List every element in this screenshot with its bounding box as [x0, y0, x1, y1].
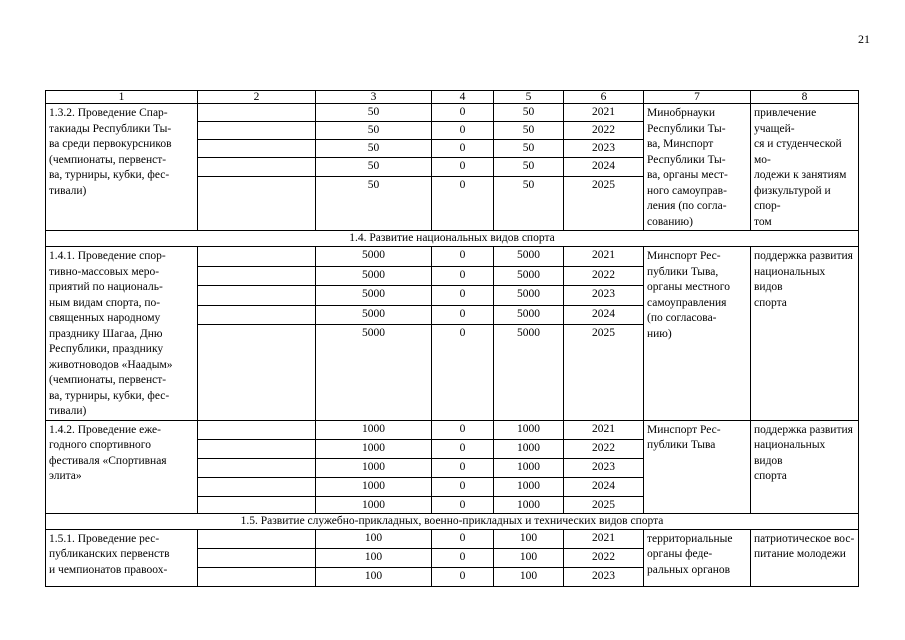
col5-value: 1000 [494, 477, 564, 496]
executor: территориальные органы феде- ральных органов [644, 529, 751, 586]
col3-value: 50 [316, 140, 432, 158]
col4-value: 0 [432, 104, 494, 122]
col5-value: 100 [494, 548, 564, 567]
col4-value: 0 [432, 458, 494, 477]
col3-value: 1000 [316, 477, 432, 496]
event-name: 1.4.2. Проведение еже- годного спортивного фестиваля «Спортивная элита» [46, 420, 198, 513]
col5-value: 1000 [494, 458, 564, 477]
expected-result: привлечение учащей- ся и студенческой мо- лодежи к занятиям физкультурой и спор- том [751, 104, 859, 231]
executor: Минспорт Рес- публики Тыва, органы местного самоуправления (по согласова- нию) [644, 247, 751, 421]
column-header: 6 [564, 91, 644, 104]
column-header: 4 [432, 91, 494, 104]
expected-result: поддержка развития национальных видов спорта [751, 420, 859, 513]
col3-value: 1000 [316, 439, 432, 458]
col5-value: 5000 [494, 305, 564, 325]
column-header: 7 [644, 91, 751, 104]
col4-value: 0 [432, 122, 494, 140]
col3-value: 1000 [316, 458, 432, 477]
col2-cell [198, 439, 316, 458]
year-cell: 2023 [564, 140, 644, 158]
col4-value: 0 [432, 140, 494, 158]
col2-cell [198, 122, 316, 140]
col2-cell [198, 305, 316, 325]
year-cell: 2025 [564, 325, 644, 421]
col5-value: 50 [494, 176, 564, 230]
col3-value: 1000 [316, 420, 432, 439]
col5-value: 50 [494, 140, 564, 158]
col2-cell [198, 158, 316, 176]
col4-value: 0 [432, 325, 494, 421]
col5-value: 100 [494, 529, 564, 548]
executor: Минобрнауки Республики Ты- ва, Минспорт Республики Ты- ва, органы мест- ного самоуправ- ления (по согла- сованию) [644, 104, 751, 231]
col3-value: 50 [316, 104, 432, 122]
col3-value: 5000 [316, 247, 432, 267]
section-title: 1.4. Развитие национальных видов спорта [46, 231, 859, 247]
column-header: 8 [751, 91, 859, 104]
col2-cell [198, 266, 316, 286]
col4-value: 0 [432, 439, 494, 458]
year-cell: 2021 [564, 529, 644, 548]
col3-value: 50 [316, 176, 432, 230]
col2-cell [198, 140, 316, 158]
table-row [46, 529, 859, 548]
col4-value: 0 [432, 305, 494, 325]
col3-value: 100 [316, 548, 432, 567]
col2-cell [198, 567, 316, 586]
table-row [46, 104, 859, 122]
col5-value: 1000 [494, 439, 564, 458]
year-cell: 2024 [564, 158, 644, 176]
year-cell: 2022 [564, 266, 644, 286]
col2-cell [198, 104, 316, 122]
col3-value: 5000 [316, 286, 432, 306]
col3-value: 5000 [316, 266, 432, 286]
col4-value: 0 [432, 529, 494, 548]
executor: Минспорт Рес- публики Тыва [644, 420, 751, 513]
page-number: 21 [858, 32, 870, 46]
col2-cell [198, 548, 316, 567]
table-row [46, 420, 859, 439]
col4-value: 0 [432, 477, 494, 496]
year-cell: 2024 [564, 305, 644, 325]
section-row [46, 231, 859, 247]
col5-value: 50 [494, 104, 564, 122]
col4-value: 0 [432, 548, 494, 567]
year-cell: 2025 [564, 176, 644, 230]
column-header: 1 [46, 91, 198, 104]
year-cell: 2022 [564, 122, 644, 140]
event-name: 1.3.2. Проведение Спар- такиады Республики Ты- ва среди первокурсников (чемпионаты, первенст- ва, турниры, кубки, фес- тивали) [46, 104, 198, 231]
program-table [45, 90, 859, 587]
year-cell: 2022 [564, 548, 644, 567]
column-header: 3 [316, 91, 432, 104]
section-row [46, 513, 859, 529]
year-cell: 2025 [564, 496, 644, 513]
column-header-row [46, 91, 859, 104]
col2-cell [198, 176, 316, 230]
col2-cell [198, 529, 316, 548]
col5-value: 100 [494, 567, 564, 586]
col5-value: 1000 [494, 496, 564, 513]
col3-value: 50 [316, 122, 432, 140]
col2-cell [198, 420, 316, 439]
year-cell: 2023 [564, 458, 644, 477]
col3-value: 50 [316, 158, 432, 176]
col5-value: 5000 [494, 325, 564, 421]
col4-value: 0 [432, 247, 494, 267]
col4-value: 0 [432, 266, 494, 286]
event-name: 1.4.1. Проведение спор- тивно-массовых меро- приятий по националь- ным видам спорта, по- священных народному празднику Шагаа, Дню Республики, празднику животноводов «Наадым» (чемпионаты, первенст- ва, турниры, кубки, фес- тивали) [46, 247, 198, 421]
year-cell: 2022 [564, 439, 644, 458]
year-cell: 2021 [564, 420, 644, 439]
col5-value: 5000 [494, 286, 564, 306]
col2-cell [198, 496, 316, 513]
table-row [46, 247, 859, 267]
expected-result: патриотическое вос- питание молодежи [751, 529, 859, 586]
col4-value: 0 [432, 286, 494, 306]
col5-value: 5000 [494, 247, 564, 267]
event-name: 1.5.1. Проведение рес- публиканских первенств и чемпионатов правоох- [46, 529, 198, 586]
col2-cell [198, 247, 316, 267]
col4-value: 0 [432, 176, 494, 230]
col4-value: 0 [432, 567, 494, 586]
column-header: 2 [198, 91, 316, 104]
col5-value: 50 [494, 158, 564, 176]
column-header: 5 [494, 91, 564, 104]
year-cell: 2021 [564, 104, 644, 122]
col2-cell [198, 286, 316, 306]
col3-value: 100 [316, 567, 432, 586]
year-cell: 2024 [564, 477, 644, 496]
year-cell: 2023 [564, 567, 644, 586]
col3-value: 100 [316, 529, 432, 548]
col4-value: 0 [432, 158, 494, 176]
col5-value: 1000 [494, 420, 564, 439]
col2-cell [198, 458, 316, 477]
col2-cell [198, 477, 316, 496]
col5-value: 5000 [494, 266, 564, 286]
section-title: 1.5. Развитие служебно-прикладных, военно-прикладных и технических видов спорта [46, 513, 859, 529]
col3-value: 1000 [316, 496, 432, 513]
col5-value: 50 [494, 122, 564, 140]
expected-result: поддержка развития национальных видов спорта [751, 247, 859, 421]
col4-value: 0 [432, 496, 494, 513]
col3-value: 5000 [316, 325, 432, 421]
year-cell: 2023 [564, 286, 644, 306]
col2-cell [198, 325, 316, 421]
year-cell: 2021 [564, 247, 644, 267]
col3-value: 5000 [316, 305, 432, 325]
col4-value: 0 [432, 420, 494, 439]
